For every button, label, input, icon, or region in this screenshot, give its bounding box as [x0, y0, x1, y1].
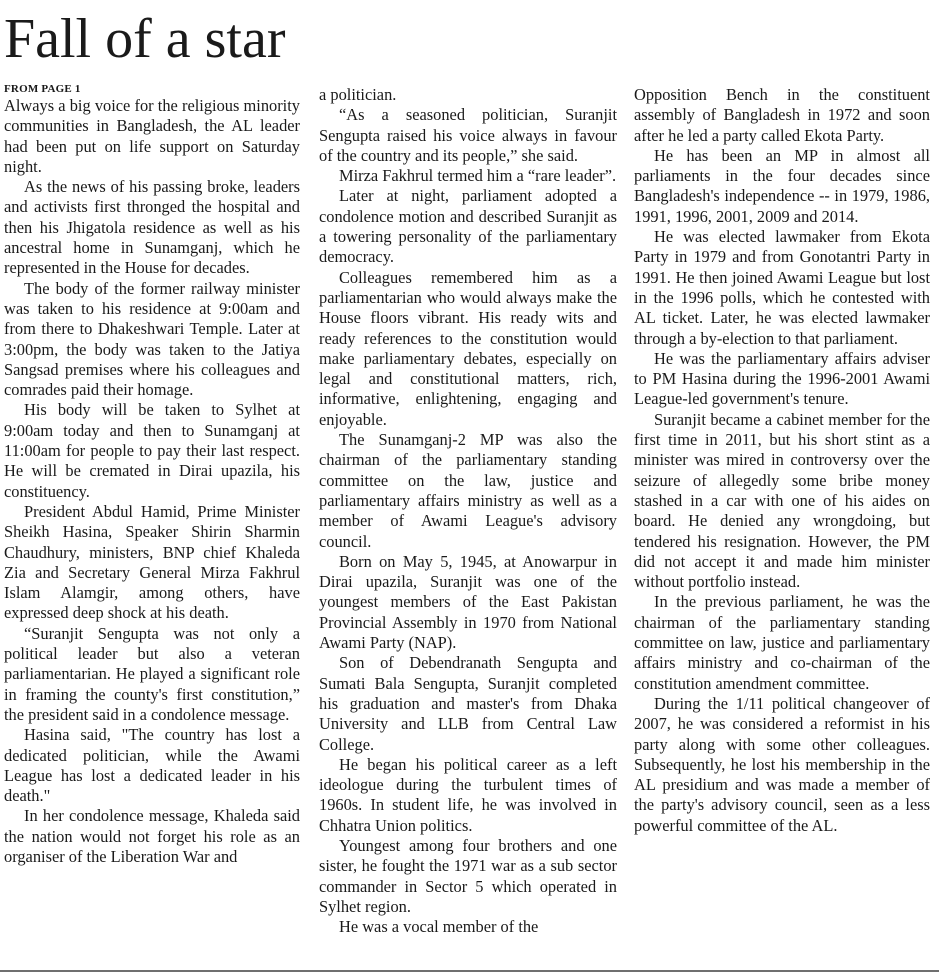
paragraph: Colleagues remembered him as a parliamentarian who would always make the House floors vibrant. His ready wits and ready references to the constitution would make parliamentary debates, especially on legal and constitutional matters, rich, informative, enlightening, engaging and enjoyable. [319, 267, 617, 429]
paragraph: Mirza Fakhrul termed him a “rare leader”. [339, 166, 617, 186]
paragraph: Son of Debendranath Sengupta and Sumati Bala Sengupta, Suranjit completed his graduation and master's from Dhaka University and LLB from Central Law College. [319, 653, 617, 754]
paragraph: During the 1/11 political changeover of 2007, he was considered a reformist in his party along with some other colleagues. Subsequently, he lost his membership in the AL presidium and was made a member of the party's advisory council, seen as a less powerful committee of the AL. [634, 693, 930, 835]
paragraph: As the news of his passing broke, leaders and activists first thronged the hospital and then his Jhigatola residence as well as his ancestral home in Sunamganj, which he represented in the House for decades. [4, 177, 300, 278]
paragraph: In her condolence message, Khaleda said the nation would not forget his role as an organiser of the Liberation War and [4, 806, 300, 866]
paragraph: “As a seasoned politician, Suranjit Sengupta raised his voice always in favour of the country and its people,” she said. [319, 105, 617, 165]
bottom-divider [0, 970, 939, 972]
headline: Fall of a star [4, 8, 286, 70]
paragraph: He was a vocal member of the [339, 917, 539, 937]
paragraph: His body will be taken to Sylhet at 9:00am today and then to Sunamganj at 11:00am for people to pay their last respect. He will be cremated in Dirai upazila, his constituency. [4, 400, 300, 501]
paragraph: President Abdul Hamid, Prime Minister Sheikh Hasina, Speaker Shirin Sharmin Chaudhury, ministers, BNP chief Khaleda Zia and Secretary General Mirza Fakhrul Islam Alamgir, among others, have expressed deep shock at his death. [4, 501, 300, 623]
paragraph: He was the parliamentary affairs adviser to PM Hasina during the 1996-2001 Awami League-led government's tenure. [634, 348, 930, 409]
paragraph: He has been an MP in almost all parliaments in the four decades since Bangladesh's independence -- in 1979, 1986, 1991, 1996, 2001, 2009 and 2014. [634, 145, 930, 226]
paragraph: Opposition Bench in the constituent assembly of Bangladesh in 1972 and soon after he led a party called Ekota Party. [634, 85, 930, 145]
paragraph: The Sunamganj-2 MP was also the chairman of the parliamentary standing committee on the law, justice and parliamentary affairs ministry as well as a member of Awami League's advisory council. [319, 430, 617, 551]
paragraph: Hasina said, "The country has lost a dedicated politician, while the Awami League has lost a dedicated leader in his death." [4, 725, 300, 806]
paragraph: Suranjit became a cabinet member for the first time in 2011, but his short stint as a minister was mired in controversy over the seizure of allegedly some bribe money stashed in a car with one of his aides on board. He denied any wrongdoing, but tendered his resignation. However, the PM did not accept it and made him minister without portfolio instead. [634, 409, 930, 592]
paragraph: a politician. [319, 85, 397, 104]
paragraph: He began his political career as a left ideologue during the turbulent times of 1960s. In student life, he was involved in Chhatra Union politics. [319, 754, 617, 835]
paragraph: He was elected lawmaker from Ekota Party in 1979 and from Gonotantri Party in 1991. He then joined Awami League but lost in the 1996 polls, which he contested with AL ticket. Later, he was elected lawmaker through a by-election to that parliament. [634, 227, 930, 348]
paragraph: Always a big voice for the religious minority communities in Bangladesh, the AL leader had been put on life support on Saturday night. [4, 96, 300, 176]
paragraph: The body of the former railway minister was taken to his residence at 9:00am and from there to Dhakeshwari Temple. Later at 3:00pm, the body was taken to the Jatiya Sangsad premises where his colleagues and comrades paid their homage. [4, 278, 300, 400]
paragraph: In the previous parliament, he was the chairman of the parliamentary standing committee on law, justice and parliamentary affairs ministry and co-chairman of the constitution amendment committee. [634, 592, 930, 693]
article-column-1 [4, 82, 300, 867]
article-column-2 [319, 85, 617, 937]
article-column-3 [634, 85, 930, 836]
kicker: FROM PAGE 1 [4, 83, 81, 95]
paragraph: “Suranjit Sengupta was not only a political leader but also a veteran parliamentarian. He played a significant role in framing the county's first constitution,” the president said in a condolence message. [4, 623, 300, 724]
paragraph: Youngest among four brothers and one sister, he fought the 1971 war as a sub sector commander in Sector 5 which operated in Sylhet region. [319, 835, 617, 916]
paragraph: Later at night, parliament adopted a condolence motion and described Suranjit as a towering personality of the parliamentary democracy. [319, 186, 617, 267]
paragraph: Born on May 5, 1945, at Anowarpur in Dirai upazila, Suranjit was one of the youngest members of the East Pakistan Provincial Assembly in 1970 from National Awami Party (NAP). [319, 551, 617, 653]
